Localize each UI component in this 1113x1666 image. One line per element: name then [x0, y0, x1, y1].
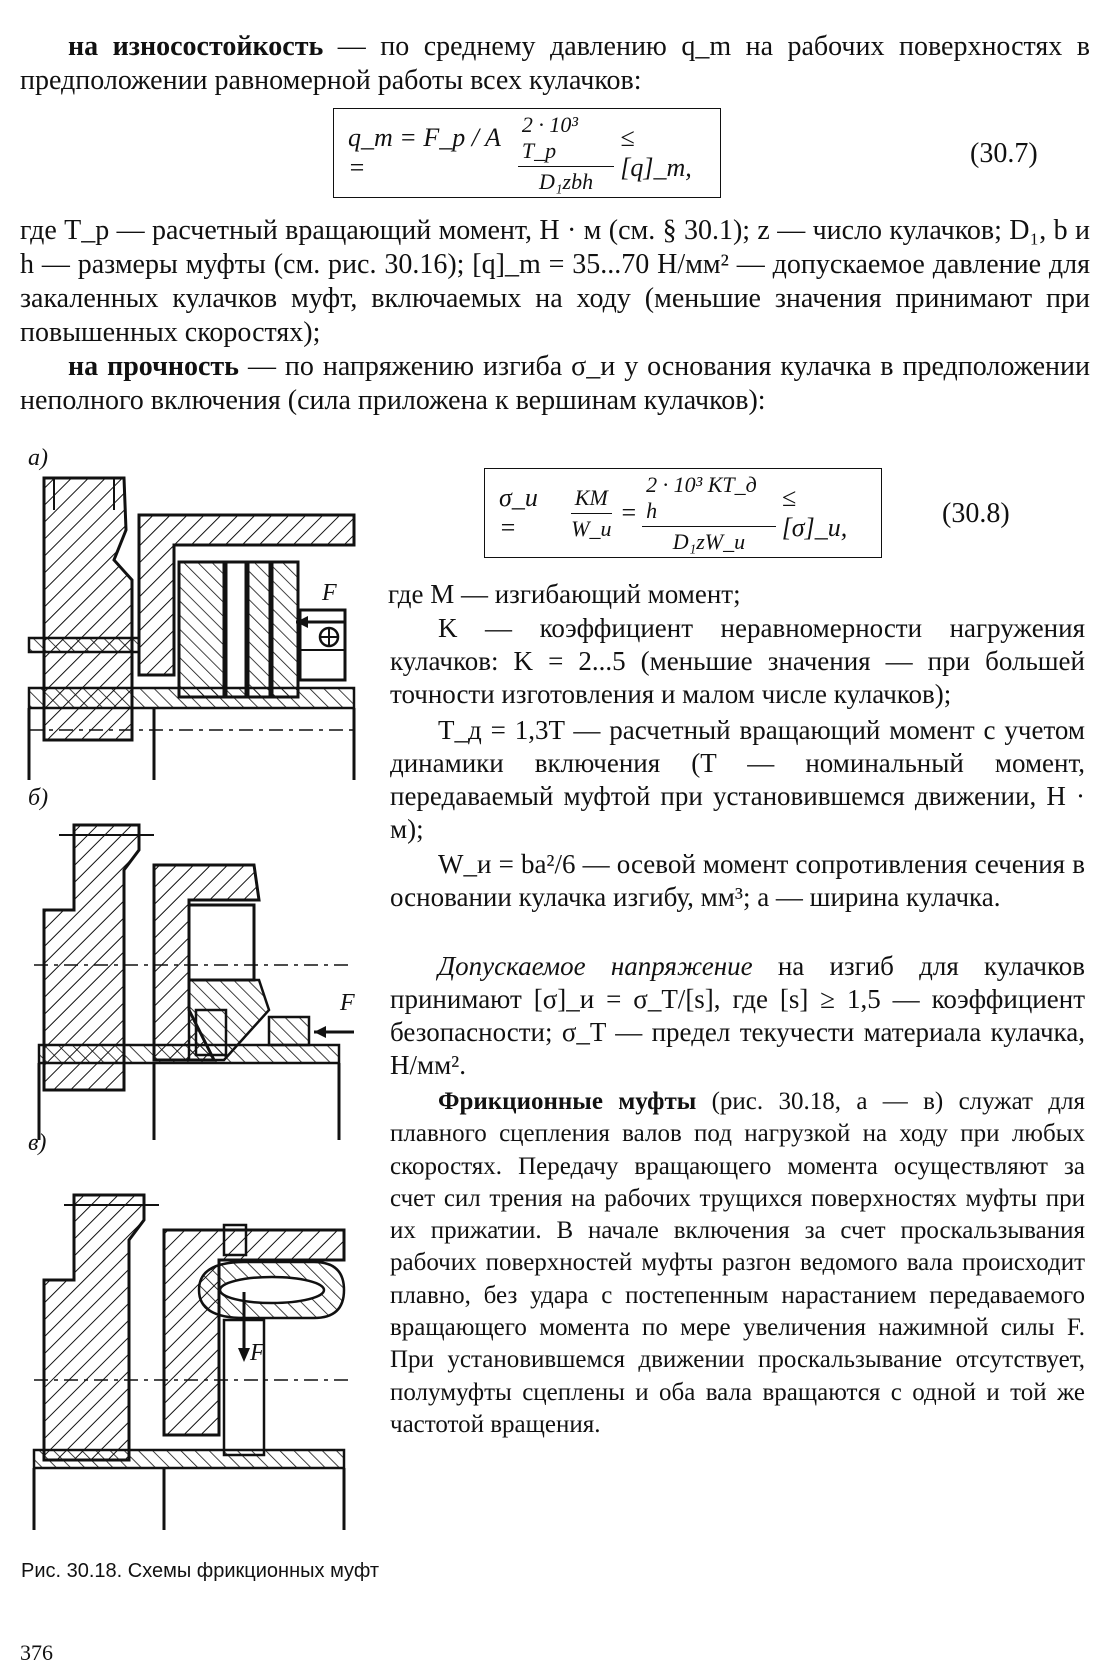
formula-30-7 — [333, 108, 721, 198]
force-label-b: F — [340, 990, 355, 1016]
equation-number-30-7: (30.7) — [970, 138, 1038, 169]
formula-30-8 — [484, 468, 882, 558]
eq308-fraction-1 — [567, 485, 615, 542]
eq307-rhs: ≤ [q]_m, — [620, 123, 692, 182]
panel-b-drawing — [34, 825, 354, 1140]
eq307-denominator: D₁zbh — [539, 168, 594, 194]
term-friction-clutches: Фрикционные муфты — [438, 1088, 697, 1115]
right-para-design-moment: T_д = 1,3T — расчетный вращающий момент с учетом динамики включения (T — номинальный момент, передаваемый муфтой при установившемся движении, Н · м); — [390, 715, 1085, 844]
eq308-rhs: ≤ [σ]_и, — [781, 483, 848, 542]
right-para-coefficient: K — коэффициент неравномерности нагружения кулачков: K = 2...5 (меньшие значения — при большей точности изготовления и малом числе кулачков); — [390, 613, 1085, 709]
paragraph-wear-resistance — [20, 30, 1090, 98]
eq307-fraction — [518, 112, 614, 195]
right-p6-text: (рис. 30.18, а — в) служат для плавного сцепления валов под нагрузкой на ходу при любых скоростях. Передачу вращающего момента осуществляют за счет сил трения на рабочих трущихся поверхностях муфты при их прижатии. В начале включения за счет проскальзывания рабочих поверхностей муфты разгон ведомого вала происходит плавно, без удара с постепенным нарастанием передаваемого вращающего момента по мере увеличения нажимной силы F. При установившемся движении проскальзывание отсутствует, полумуфты сцеплены и оба вала вращаются с одной и той же частотой вращения. — [390, 1088, 1085, 1438]
eq308-lhs: σ_и = — [499, 483, 538, 542]
eq308-equals: = — [621, 498, 637, 527]
right-para-friction-clutches — [390, 1086, 1085, 1441]
figure-caption: Рис. 30.18. Схемы фрикционных муфт — [20, 1560, 379, 1582]
paragraph-strength — [20, 350, 1090, 418]
equation-number-30-8: (30.8) — [942, 498, 1010, 529]
term-wear-resistance: на износостойкость — [68, 31, 324, 62]
para1-text: — по среднему давлению q_m на рабочих поверхностях в предположении равномерной работы всех кулачков: — [20, 31, 1090, 96]
right-para-allowable-stress — [390, 950, 1085, 1082]
right-para-moment: где M — изгибающий момент; — [388, 579, 741, 609]
paragraph-definitions: где T_р — расчетный вращающий момент, Н · м (см. § 30.1); z — число кулачков; D₁, b и h — размеры муфты (см. рис. 30.16); [q]_m = 35...70 Н/мм² — допускаемое давление для закаленных кулачков муфт, включаемых на ходу (меньшие значения принимают при повышенных скоростях); — [20, 215, 1090, 348]
eq308-numerator-1: KM — [571, 485, 612, 514]
eq307-lhs: q_m = F_p / A = — [348, 123, 501, 182]
term-strength: на прочность — [68, 351, 239, 382]
eq308-denominator-2: D₁zW_и — [672, 528, 746, 554]
right-para-section-modulus: W_и = ba²/6 — осевой момент сопротивления сечения в основании кулачка изгибу, мм³; a — ширина кулачка. — [390, 849, 1085, 912]
term-allowable-stress: Допускаемое напряжение — [438, 951, 753, 981]
eq308-numerator-2: 2 · 10³ KT_д h — [642, 472, 776, 527]
page-number: 376 — [20, 1640, 53, 1665]
force-label-a: F — [322, 580, 337, 606]
force-label-v: F — [250, 1340, 265, 1366]
panel-label-b: б) — [28, 785, 49, 811]
eq308-denominator-1: W_и — [571, 515, 612, 541]
panel-a-drawing — [29, 478, 354, 780]
panel-v-drawing — [34, 1195, 354, 1530]
eq307-numerator: 2 · 10³ T_p — [518, 112, 614, 167]
right-p5-text: на изгиб для кулачков принимают [σ]_и = σ_T/[s], где [s] ≥ 1,5 — коэффициент безопасности; σ_T — предел текучести материала кулачка, Н/мм². — [390, 951, 1085, 1080]
para3-text: — по напряжению изгиба σ_и у основания кулачка в предположении неполного включения (сила приложена к вершинам кулачков): — [20, 351, 1091, 416]
eq308-fraction-2 — [642, 472, 776, 555]
panel-label-a: а) — [28, 445, 48, 471]
figure-friction-clutch-schemes — [14, 450, 394, 1560]
panel-label-v: в) — [28, 1130, 47, 1156]
